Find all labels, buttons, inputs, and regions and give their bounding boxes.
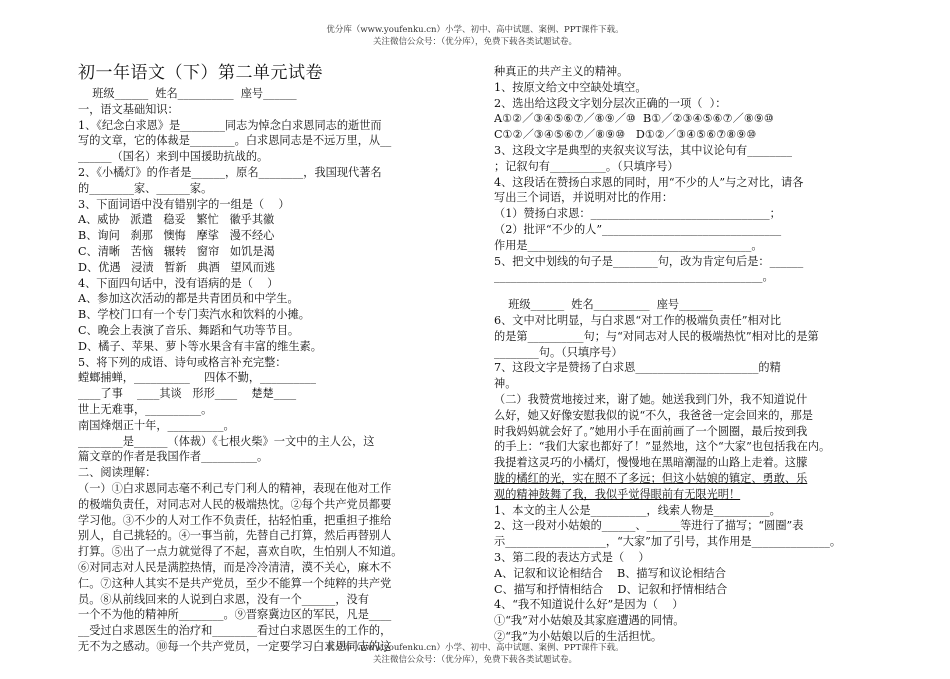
footer-line-1: 优分库（www.youfenku.cn）小学、初中、高中试题、案例、PPT课件下载。 [326,643,624,653]
page-title: 初一年语文（下）第二单元试卷 [78,63,323,83]
right-line: ________句。（只填序号） [494,345,623,359]
right-line: 2、选出给这段文字划分层次正确的一项（ ）： [494,96,727,110]
header-line-1: 优分库（www.youfenku.cn）小学、初中、高中试题、案例、PPT课件下载。 [326,25,624,35]
right-line: ________________________________________________。 [494,270,774,284]
left-line: B、学校门口有一个专门卖汽水和饮料的小摊。 [78,308,310,322]
left-line: 5、将下列的成语、诗句或格言补充完整： [78,355,287,369]
left-line: 班级______ 姓名__________ 座号______ [78,87,297,100]
right-line: 写出三个词语，并说明对比的作用： [494,191,674,205]
right-line: 我提着这灵巧的小橘灯，慢慢地在黑暗潮湿的山路上走着。这朦 [494,456,808,470]
left-line: 员。⑧从前线回来的人说到白求恩，没有一个______，没有 [78,592,369,606]
right-line: 3、这段文字是典型的夹叙夹议写法，其中议论句有________ [494,143,792,157]
left-line: A、参加这次活动的都是共青团员和中学生。 [78,292,299,306]
left-line: 的极端负责任，对同志对人民的极端热忱。②每个共产党员都要 [78,497,392,511]
right-line: 1、按原文给文中空缺处填空。 [494,80,647,94]
right-line: ；记叙句有__________。（只填序号） [494,159,679,173]
left-line: ____了事 ____其谈 形形____ 楚楚____ [78,387,297,401]
right-line: 1、本文的主人公是__________，线索人物是__________。 [494,503,781,517]
right-line: 胧的橘红的光，实在照不了多远；但这小姑娘的镇定、勇敢、乐 [494,471,808,485]
left-line: 2、《小橘灯》的作者是______，原名________，我国现代著名 [78,165,382,179]
page-header [0,24,950,48]
right-line: 7、这段文字是赞扬了白求恩______________________的精 [494,361,781,375]
left-line: 3、下面词语中没有错别字的一组是（ ） [78,197,290,211]
left-line: ______（国名）来到中国援助抗战的。 [78,150,269,164]
left-line: 一个不为他的精神所________。⑨晋察冀边区的军民，凡是____ [78,608,392,622]
left-line: 篇文章的作者是我国作者__________。 [78,450,269,464]
left-line: D、橘子、苹果、萝卜等水果含有丰富的维生素。 [78,339,322,353]
left-line: 二、阅读理解： [78,466,157,480]
header-line-2: 关注微信公众号：（优分库），免费下载各类试题试卷。 [372,37,577,47]
right-line: A①②／③④⑤⑥⑦／⑧⑨／⑩ B①／②③④⑤⑥⑦／⑧⑨⑩ [494,112,774,126]
right-line: 的手上：“我们大家也都好了！”显然地，这个“大家”也包括我在内。 [494,440,831,454]
left-line: 打算。⑤出了一点力就觉得了不起，喜欢自吹，生怕别人不知道。 [78,545,403,559]
left-line: 一，语文基础知识： [78,102,179,116]
right-line: 2、这一段对小姑娘的______、______等进行了描写；“圆圈”表 [494,519,804,533]
left-line: B、询问 刹那 懊悔 摩挲 漫不经心 [78,229,275,243]
left-line: 世上无难事，__________。 [78,402,213,416]
right-line: 种真正的共产主义的精神。 [494,65,629,78]
right-line: 班级______ 姓名__________ 座号______ [494,298,713,312]
page-footer [0,642,950,666]
left-line: 仁。⑦这种人其实不是共产党员，至少不能算一个纯粹的共产党 [78,576,392,590]
left-line: C、清晰 苦恼 辗转 窗帘 如饥是渴 [78,244,275,258]
right-line: 4、这段话在赞扬白求恩的同时，用“不少的人”与之对比，请各 [494,175,804,189]
right-line: 示__________________，“大家”加了引号，其作用是______________。 [494,535,842,549]
left-line: 南国烽烟正十年，__________。 [78,418,235,432]
right-line [494,285,866,297]
left-line: __受过白求恩医生的治疗和________看过白求恩医生的工作的， [78,624,392,638]
right-line: 3、第二段的表达方式是（ ） [494,550,650,564]
left-line: A、威协 派遣 稳妥 繁忙 徽乎其徽 [78,213,275,227]
right-line: 4、“我不知道说什么好”是因为（ ） [494,598,684,612]
right-line: 观的精神鼓舞了我，我似乎觉得眼前有无限光明！ [494,487,741,501]
right-line: （2）批评“不少的人”________________________________ [494,222,782,236]
left-line: 学习他。③不少的人对工作不负责任，拈轻怕重，把重担子推给 [78,513,392,527]
left-lines [78,86,442,655]
left-line: 1、《纪念白求恩》是________同志为悼念白求恩同志的逝世而 [78,118,382,132]
left-line: 4、下面四句话中，没有语病的是（ ） [78,276,279,290]
left-line: ⑥对同志对人民是满腔热情，而是冷冷清清，漠不关心，麻木不 [78,560,392,574]
right-lines [494,64,866,645]
right-line: 的是第__________句；与“对同志对人民的极端热忱”相对比的是第 [494,329,819,343]
right-line: （二）我赞赏地接过来，谢了她。她送我到门外，我不知道说什 [494,392,808,406]
left-line: 的________家、______家。 [78,181,213,195]
left-line: 螳螂捕蝉，__________ 四体不勤，__________ [78,371,316,385]
right-line: 神。 [494,377,517,391]
left-line: 写的文章，它的体裁是________。白求恩同志是不远万里，从__ [78,134,392,148]
right-line: C、描写和抒情相结合 D、记叙和抒情相结合 [494,582,728,596]
left-line: ________是______（体裁）《七根火柴》一文中的主人公，这 [78,434,375,448]
right-line: 么好，她又好像安慰我似的说“不久，我爸爸一定会回来的，那是 [494,408,813,422]
right-line: ①“我”对小姑娘及其家庭遭遇的同情。 [494,614,685,628]
left-line: 无不为之感动。⑩每一个共产党员，一定要学习白求恩同志的这 [78,639,392,653]
right-line: 5、把文中划线的句子是________句，改为肯定句后是：______ [494,254,804,268]
left-column [78,62,442,655]
right-line: 6、文中对比明显，与白求恩“对工作的极端负责任”相对比 [494,313,782,327]
right-line: （1）赞扬白求恩：________________________________； [494,207,781,221]
right-line: A、记叙和议论相结合 B、描写和议论相结合 [494,566,726,580]
right-column [494,64,866,645]
left-line: 别人，自己挑轻的。④一事当前，先替自己打算，然后再替别人 [78,529,392,543]
left-line: C、晚会上表演了音乐、舞蹈和气功等节目。 [78,323,300,337]
right-line: C①②／③④⑤⑥⑦／⑧⑨⑩ D①②／③④⑤⑥⑦⑧⑨⑩ [494,128,757,142]
footer-line-2: 关注微信公众号：（优分库），免费下载各类试题试卷。 [372,655,577,665]
right-line: 作用是________________________________________。 [494,238,763,252]
right-line: 时我妈妈就会好了。”她用小手在面前画了一个圆圈，最后按到我 [494,424,808,438]
right-line: ②“我”为小姑娘以后的生活担忧。 [494,629,663,643]
left-line: D、优遇 浸渍 暂新 典酒 望风而逃 [78,260,276,274]
left-line: （一）①白求恩同志毫不利己专门利人的精神，表现在他对工作 [78,481,392,495]
